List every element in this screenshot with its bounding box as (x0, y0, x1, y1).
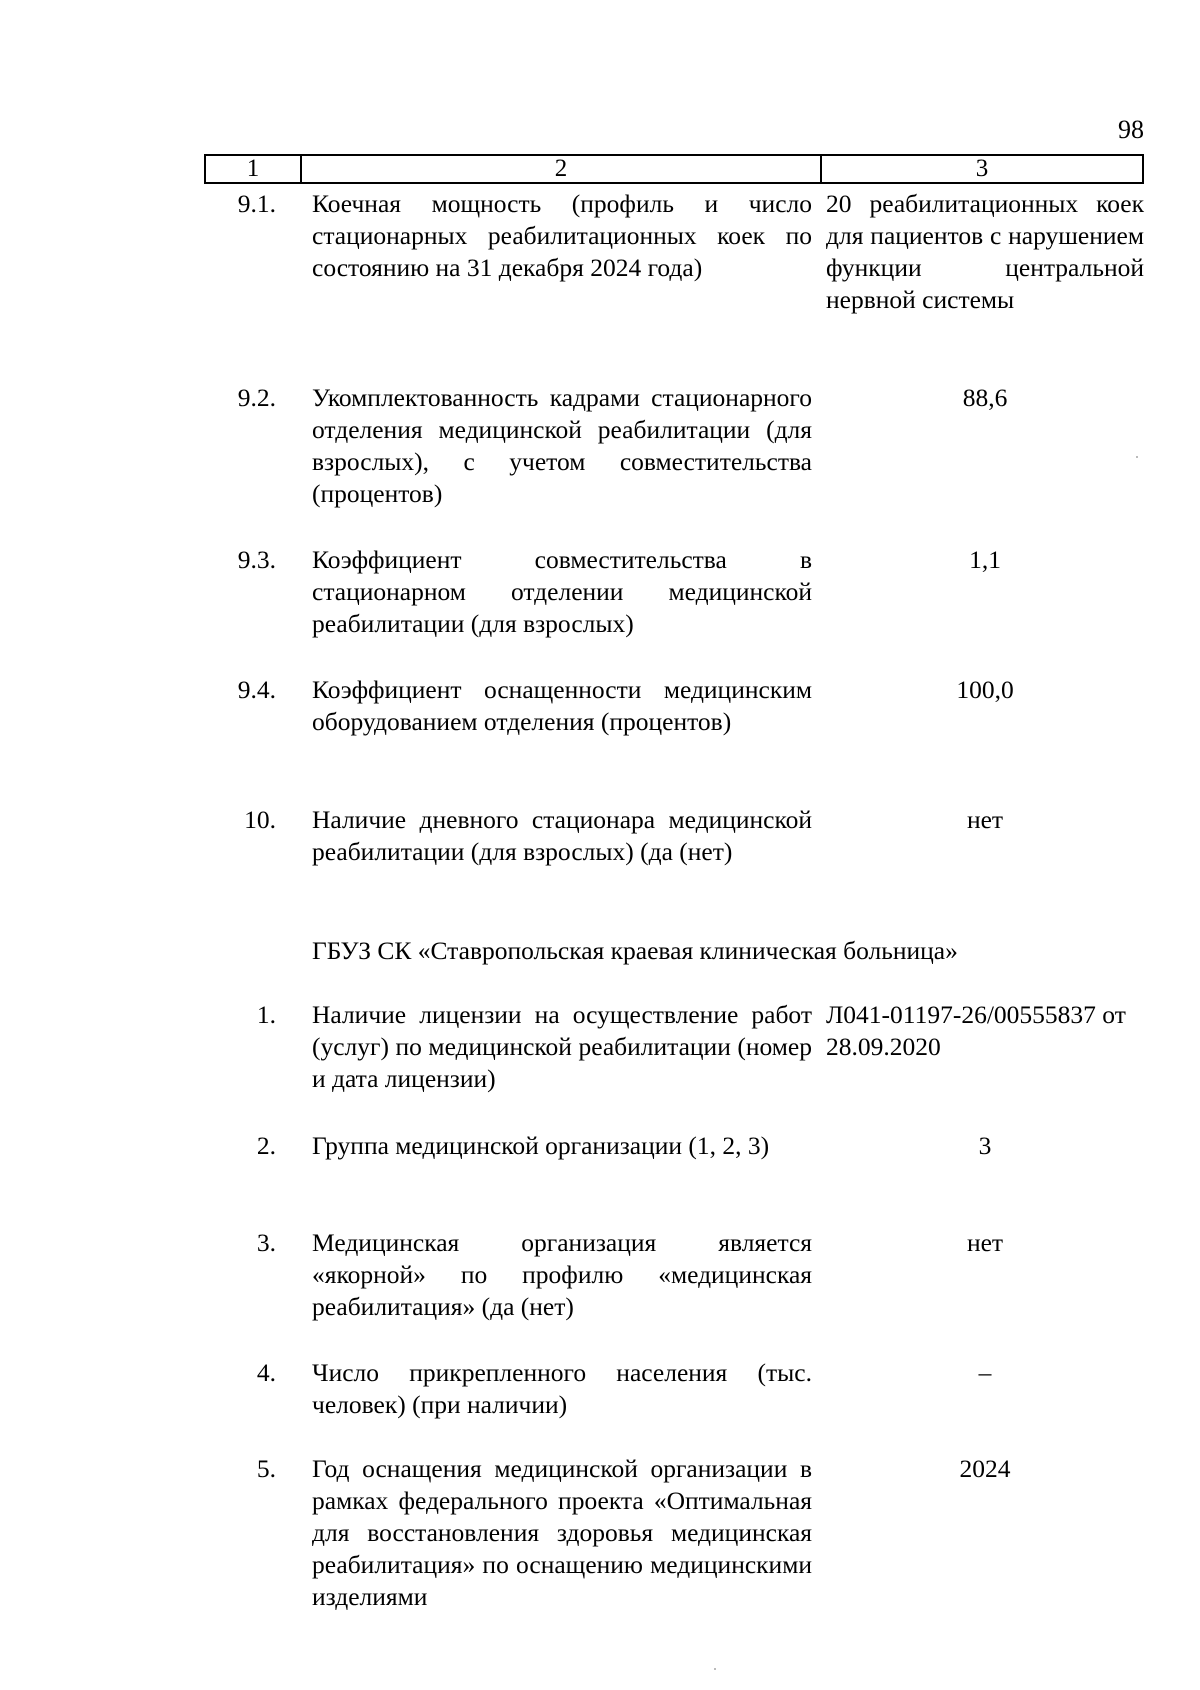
row-number: 2. (256, 1131, 276, 1160)
scan-artifact (1136, 456, 1138, 458)
row-number: 4. (256, 1358, 276, 1387)
row-value: – (978, 1358, 992, 1387)
scan-artifact (714, 1668, 716, 1670)
row-description: Год оснащения медицинской организации в рамках федерального проекта «Оптимальная для восстановления здоровья медицинская реабилитация» по оснащению медицинскими изделиями (312, 1454, 812, 1611)
row-number: 9.4. (237, 675, 276, 704)
row-description: Число прикрепленного населения (тыс. человек) (при наличии) (312, 1358, 812, 1419)
row-value: 88,6 (962, 383, 1008, 412)
row-number: 10. (244, 805, 276, 834)
row-value: 20 реабилитационных коек для пациентов с нарушением функции центральной нервной системы (826, 189, 1144, 314)
row-value: нет (966, 805, 1004, 834)
page-number: 98 (1118, 115, 1144, 144)
row-value: 1,1 (969, 545, 1001, 574)
row-value: Л041-01197-26/00555837 от 28.09.2020 (826, 1000, 1126, 1061)
row-description: Наличие дневного стационара медицинской реабилитации (для взрослых) (да (нет) (312, 805, 812, 866)
row-value: 100,0 (956, 675, 1014, 704)
row-value: 2024 (959, 1454, 1011, 1483)
row-number: 9.1. (237, 189, 276, 218)
column-header-3: 3 (975, 155, 989, 182)
row-description: Коэффициент оснащенности медицинским оборудованием отделения (процентов) (312, 675, 812, 736)
row-number: 9.2. (237, 383, 276, 412)
row-number: 1. (256, 1000, 276, 1029)
section-heading: ГБУЗ СК «Ставропольская краевая клиническая больница» (312, 936, 958, 965)
row-value: 3 (978, 1131, 992, 1160)
column-header-2: 2 (302, 156, 822, 182)
row-description: Коэффициент совместительства в стационарном отделении медицинской реабилитации (для взрослых) (312, 545, 812, 638)
table-header (204, 154, 1144, 184)
row-description: Группа медицинской организации (1, 2, 3) (312, 1131, 770, 1160)
row-description: Медицинская организация является «якорной» по профилю «медицинская реабилитация» (да (нет) (312, 1228, 812, 1321)
row-number: 5. (256, 1454, 276, 1483)
row-description: Наличие лицензии на осуществление работ (услуг) по медицинской реабилитации (номер и дата лицензии) (312, 1000, 812, 1093)
row-number: 9.3. (237, 545, 276, 574)
row-value: нет (966, 1228, 1004, 1257)
row-number: 3. (256, 1228, 276, 1257)
row-description: Укомплектованность кадрами стационарного отделения медицинской реабилитации (для взрослых), с учетом совместительства (процентов) (312, 383, 812, 508)
column-header-1: 1 (206, 156, 302, 182)
row-description: Коечная мощность (профиль и число стационарных реабилитационных коек по состоянию на 31 декабря 2024 года) (312, 189, 812, 282)
